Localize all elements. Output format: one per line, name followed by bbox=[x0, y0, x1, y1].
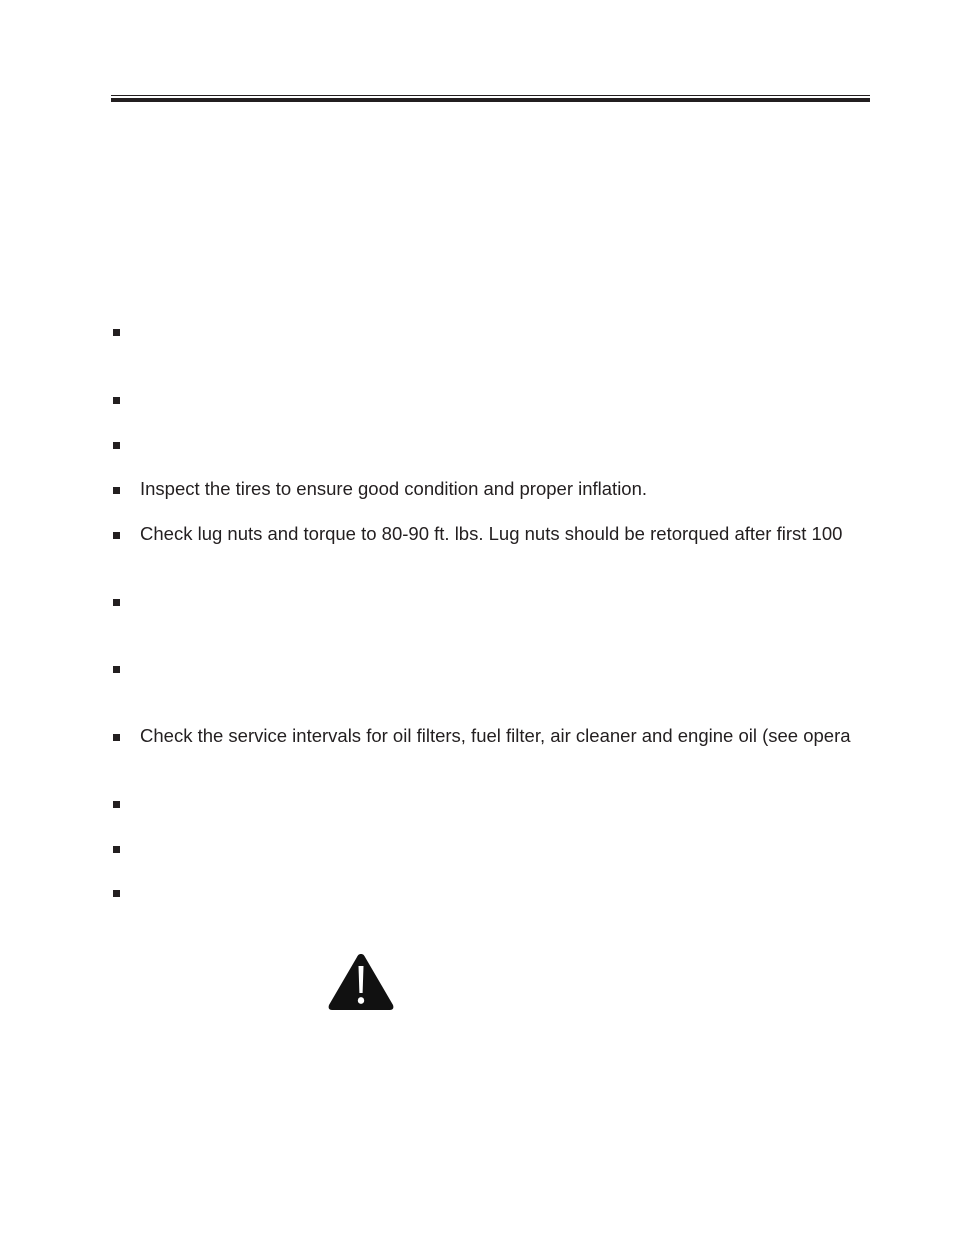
header-rule-thin bbox=[111, 95, 870, 96]
square-bullet-icon bbox=[113, 532, 120, 539]
square-bullet-icon bbox=[113, 397, 120, 404]
list-item-text: Check the service intervals for oil filters, fuel filter, air cleaner and engine oil (see opera bbox=[140, 725, 851, 746]
list-item bbox=[0, 592, 954, 614]
list-item bbox=[0, 322, 954, 344]
list-item bbox=[0, 794, 954, 816]
list-item bbox=[0, 659, 954, 681]
square-bullet-icon bbox=[113, 666, 120, 673]
list-item bbox=[0, 839, 954, 861]
list-item bbox=[0, 523, 954, 545]
square-bullet-icon bbox=[113, 846, 120, 853]
square-bullet-icon bbox=[113, 487, 120, 494]
list-item bbox=[0, 435, 954, 457]
list-item bbox=[0, 883, 954, 905]
warning-triangle-icon bbox=[326, 952, 396, 1012]
list-item-text: Inspect the tires to ensure good condition and proper inflation. bbox=[140, 478, 648, 499]
list-item bbox=[0, 390, 954, 412]
list-item bbox=[0, 725, 954, 747]
header-rule-thick bbox=[111, 98, 870, 102]
list-item bbox=[0, 478, 954, 500]
square-bullet-icon bbox=[113, 329, 120, 336]
square-bullet-icon bbox=[113, 734, 120, 741]
square-bullet-icon bbox=[113, 801, 120, 808]
square-bullet-icon bbox=[113, 599, 120, 606]
square-bullet-icon bbox=[113, 442, 120, 449]
square-bullet-icon bbox=[113, 890, 120, 897]
list-item-text: Check lug nuts and torque to 80-90 ft. lbs. Lug nuts should be retorqued after first 100 bbox=[140, 523, 843, 544]
